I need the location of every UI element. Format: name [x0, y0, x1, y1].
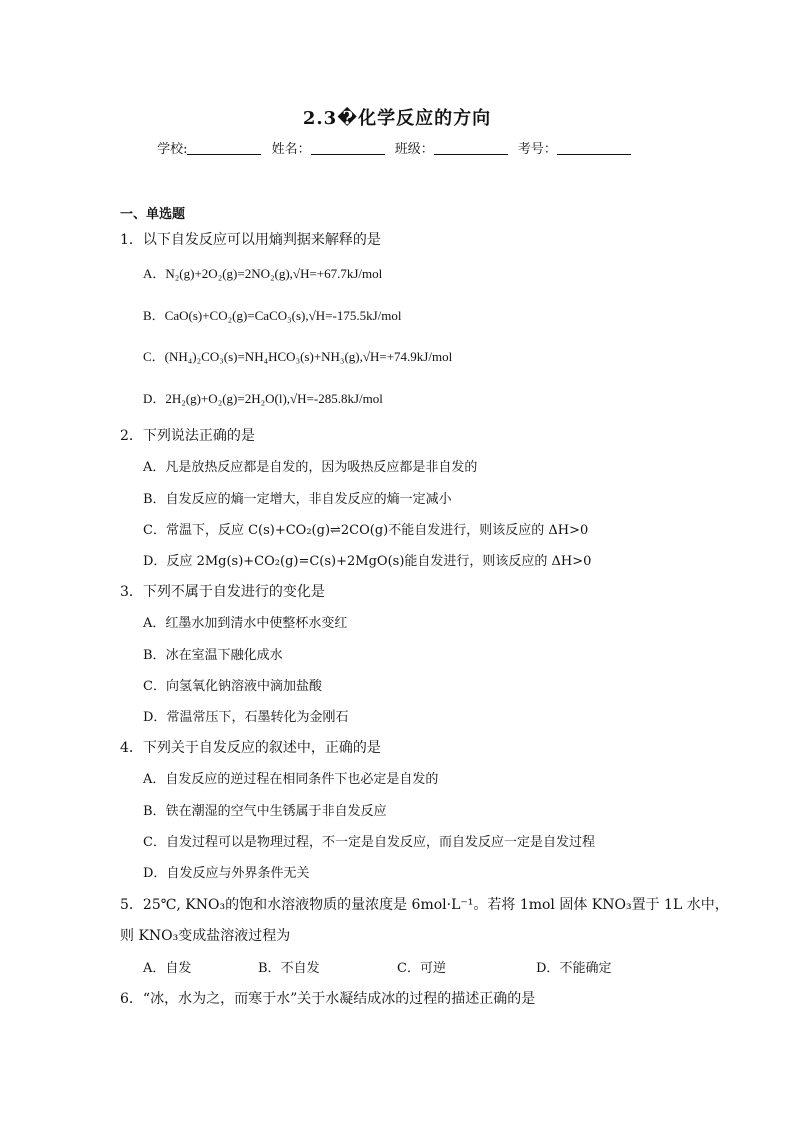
question-5-option-d	[536, 957, 611, 976]
option-label: B．	[143, 492, 166, 507]
option-label: D．	[536, 961, 560, 976]
question-5-option-a	[143, 957, 191, 976]
option-label: A．	[143, 772, 166, 787]
question-3-option-c	[143, 675, 322, 694]
option-text: 铁在潮湿的空气中生锈属于非自发反应	[165, 804, 387, 819]
question-5-option-b	[258, 957, 320, 976]
option-label: D．	[143, 866, 167, 881]
option-label: D．	[143, 554, 167, 569]
school-label: 学校:	[157, 142, 188, 157]
option-label: B．	[143, 308, 165, 323]
option-text: 向氢氧化钠溶液中滴加盐酸	[165, 679, 322, 694]
option-text: 常温常压下，石墨转化为金刚石	[166, 710, 349, 725]
option-text: 2H₂(g)+O₂(g)=2H₂O(l),√H=-285.8kJ/mol	[165, 391, 383, 406]
option-text: 反应 2Mg(s)+CO₂(g)=C(s)+2MgO(s)能自发进行，则该反应的 ΔH>0	[166, 554, 592, 569]
question-1-option-d	[143, 388, 383, 407]
option-label: C．	[397, 961, 420, 976]
option-label: A．	[143, 460, 166, 475]
question-2-option-b	[143, 488, 452, 507]
option-text: 可逆	[419, 961, 446, 976]
option-text: (NH₄)₂CO₃(s)=NH₄HCO₃(s)+NH₃(g),√H=+74.9kJ/mol	[164, 349, 453, 364]
class-blank	[434, 142, 508, 155]
question-3-option-d	[143, 706, 348, 725]
option-label: D．	[143, 710, 167, 725]
option-text: 自发	[165, 961, 192, 976]
page-title: 2.3�化学反应的方向	[302, 108, 492, 129]
option-text: 不能确定	[559, 961, 612, 976]
question-4-option-b	[143, 800, 387, 819]
option-label: B．	[258, 961, 281, 976]
option-text: 红墨水加到清水中使整杯水变红	[165, 616, 348, 631]
name-blank	[311, 142, 385, 155]
option-text: 自发过程可以是物理过程，不一定是自发反应，而自发反应一定是自发过程	[165, 835, 595, 850]
option-text: N₂(g)+2O₂(g)=2NO₂(g),√H=+67.7kJ/mol	[165, 266, 383, 281]
option-label: D．	[143, 391, 166, 406]
question-5-stem: 5．25℃, KNO₃的饱和水溶液物质的量浓度是 6mol·L⁻¹。若将 1mol 固体 KNO₃置于 1L 水中，	[120, 897, 729, 913]
option-text: 自发反应与外界条件无关	[166, 866, 310, 881]
question-1-option-c	[143, 346, 452, 365]
question-6-stem: 6．“冰，水为之，而寒于水”关于水凝结成冰的过程的描述正确的是	[120, 991, 536, 1007]
question-4-option-d	[143, 862, 309, 881]
question-2-option-a	[143, 456, 477, 475]
school-blank	[187, 142, 261, 155]
option-text: 不自发	[280, 961, 320, 976]
question-1-stem: 1．以下自发反应可以用熵判据来解释的是	[120, 232, 381, 248]
option-text: CaO(s)+CO₂(g)=CaCO₃(s),√H=-175.5kJ/mol	[164, 308, 402, 323]
question-2-stem: 2．下列说法正确的是	[120, 428, 255, 444]
question-4-option-c	[143, 831, 595, 850]
question-5-option-c	[397, 957, 446, 976]
option-label: C．	[143, 523, 166, 538]
option-label: A．	[143, 616, 166, 631]
question-4-stem: 4．下列关于自发反应的叙述中，正确的是	[120, 740, 381, 756]
question-5-stem-continued: 则 KNO₃变成盐溶液过程为	[120, 928, 291, 944]
question-2-option-c	[143, 519, 588, 538]
class-label: 班级：	[394, 142, 434, 157]
number-label: 考号：	[517, 142, 557, 157]
question-1-option-a	[143, 263, 382, 282]
question-2-option-d	[143, 550, 591, 569]
question-1-option-b	[143, 305, 401, 324]
option-label: B．	[143, 648, 166, 663]
option-label: B．	[143, 804, 166, 819]
section-heading: 一、单选题	[120, 207, 186, 222]
question-4-option-a	[143, 768, 438, 787]
question-3-option-b	[143, 644, 283, 663]
question-3-option-a	[143, 612, 347, 631]
number-blank	[557, 142, 631, 155]
option-label: C．	[143, 835, 166, 850]
option-label: C．	[143, 679, 166, 694]
option-label: A．	[143, 961, 166, 976]
option-label: A．	[143, 266, 166, 281]
option-text: 自发反应的熵一定增大，非自发反应的熵一定减小	[165, 492, 452, 507]
option-text: 凡是放热反应都是自发的，因为吸热反应都是非自发的	[165, 460, 478, 475]
student-info-line	[0, 138, 794, 157]
name-label: 姓名：	[271, 142, 311, 157]
question-3-stem: 3．下列不属于自发进行的变化是	[120, 584, 325, 600]
option-text: 常温下，反应 C(s)+CO₂(g)⇌2CO(g)不能自发进行，则该反应的 ΔH>0	[165, 523, 589, 538]
option-label: C．	[143, 349, 165, 364]
option-text: 冰在室温下融化成水	[165, 648, 283, 663]
option-text: 自发反应的逆过程在相同条件下也必定是自发的	[165, 772, 439, 787]
